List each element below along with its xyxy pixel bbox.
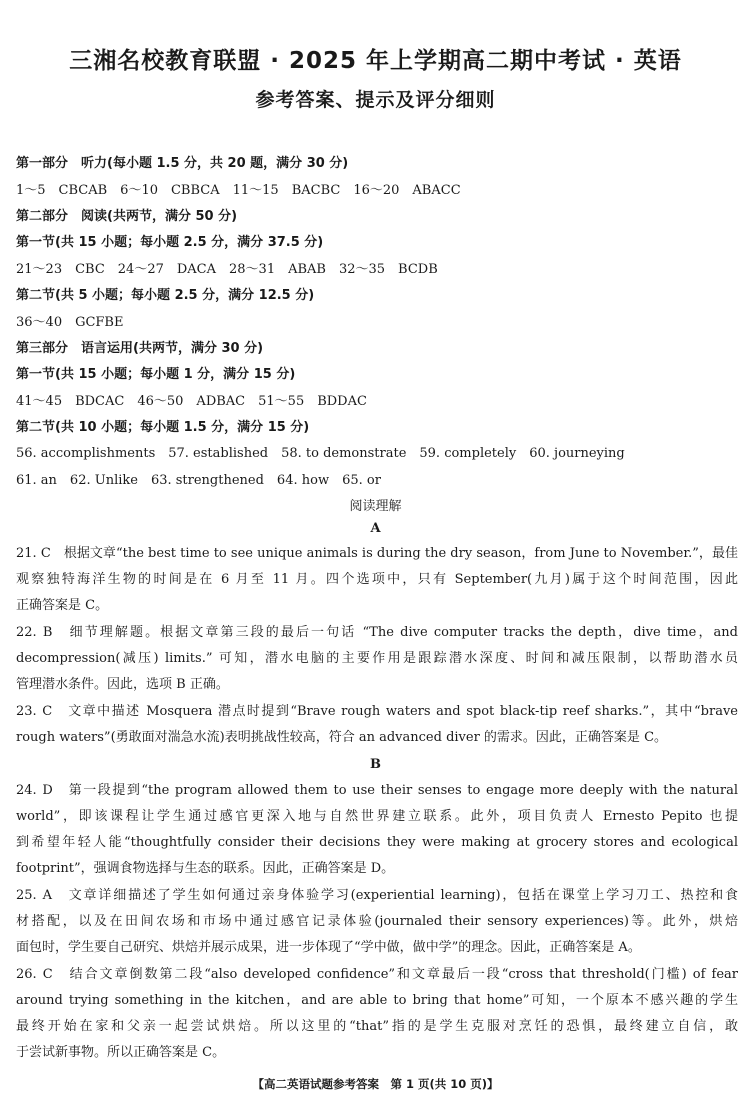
section-b-label: B xyxy=(370,757,381,772)
answer-q26 xyxy=(16,962,738,1066)
q24-line: footprint”，强调食物选择与生态的联系。因此，正确答案是 D。 xyxy=(16,861,395,876)
section-a-label: A xyxy=(370,521,381,536)
q22-line: 管理潜水条件。因此，选项 B 正确。 xyxy=(16,677,229,692)
q24-line: 24. D 第一段提到“the program allowed them to use their senses to engage more deeply with the natural xyxy=(16,783,738,798)
q26-line: 26. C 结合文章倒数第二段“also developed confidence”和文章最后一段“cross that threshold(门槛) of fear xyxy=(16,967,738,982)
q25-line: 材搭配，以及在田间农场和市场中通过感官记录体验(journaled their sensory experiences)等。此外，烘焙 xyxy=(16,914,738,929)
answer-q25 xyxy=(16,883,738,961)
q23-line: rough waters”(勇敢面对湍急水流)表明挑战性较高，符合 an advanced diver 的需求。因此，正确答案是 C。 xyxy=(16,730,668,745)
part2-sec2-answers: 36～40 GCFBE xyxy=(16,315,124,330)
part3-sec2-heading: 第二节(共 10 小题；每小题 1.5 分，满分 15 分) xyxy=(16,420,310,435)
answer-q21 xyxy=(16,541,738,619)
q23-line: 23. C 文章中描述 Mosquera 潜点时提到“Brave rough waters and spot black-tip reef sharks.”，其中“brave xyxy=(16,704,738,719)
reading-heading: 阅读理解 xyxy=(349,499,402,514)
part3-sec1-answers: 41～45 BDCAC 46～50 ADBAC 51～55 BDDAC xyxy=(16,394,367,409)
part2-sec1-heading: 第一节(共 15 小题；每小题 2.5 分，满分 37.5 分) xyxy=(16,235,324,250)
part1-heading: 第一部分 听力(每小题 1.5 分，共 20 题，满分 30 分) xyxy=(16,156,349,171)
part3-sec2-answers-a: 56. accomplishments 57. established 58. to demonstrate 59. completely 60. journeying xyxy=(16,446,625,461)
part2-heading: 第二部分 阅读(共两节，满分 50 分) xyxy=(16,209,238,224)
q26-line: 于尝试新事物。所以正确答案是 C。 xyxy=(16,1045,226,1060)
q21-line: 正确答案是 C。 xyxy=(16,598,109,613)
part2-sec2-heading: 第二节(共 5 小题；每小题 2.5 分，满分 12.5 分) xyxy=(16,288,315,303)
part3-sec1-heading: 第一节(共 15 小题；每小题 1 分，满分 15 分) xyxy=(16,367,296,382)
page-title: 三湘名校教育联盟 · 2025 年上学期高二期中考试 · 英语 xyxy=(69,48,682,74)
page-footer: 【高二英语试题参考答案 第 1 页(共 10 页)】 xyxy=(252,1077,499,1091)
q26-line: around trying something in the kitchen，and are able to bring that home”可知，一个原本不感兴趣的学生 xyxy=(16,993,738,1008)
answer-q24 xyxy=(16,778,738,882)
part3-sec2-answers-b: 61. an 62. Unlike 63. strengthened 64. how 65. or xyxy=(16,473,381,488)
part1-answers: 1～5 CBCAB 6～10 CBBCA 11～15 BACBC 16～20 ABACC xyxy=(16,183,461,198)
q22-line: decompression(减压) limits.” 可知，潜水电脑的主要作用是跟踪潜水深度、时间和减压限制，以帮助潜水员 xyxy=(16,651,738,666)
q24-line: world”，即该课程让学生通过感官更深入地与自然世界建立联系。此外，项目负责人 Ernesto Pepito 也提 xyxy=(16,809,738,824)
answer-q22 xyxy=(16,620,738,698)
part3-heading: 第三部分 语言运用(共两节，满分 30 分) xyxy=(16,341,264,356)
answer-q23 xyxy=(16,699,738,751)
q21-line: 观察独特海洋生物的时间是在 6 月至 11 月。四个选项中，只有 September(九月)属于这个时间范围，因此 xyxy=(16,572,738,587)
page-subtitle: 参考答案、提示及评分细则 xyxy=(255,89,496,111)
q26-line: 最终开始在家和父亲一起尝试烘焙。所以这里的“that”指的是学生克服对烹饪的恐惧，最终建立自信，敢 xyxy=(16,1019,738,1034)
q24-line: 到希望年轻人能“thoughtfully consider their decisions they were making at grocery stores and ecological xyxy=(16,835,738,850)
q22-line: 22. B 细节理解题。根据文章第三段的最后一句话 “The dive computer tracks the depth，dive time，and xyxy=(16,625,738,640)
q21-line: 21. C 根据文章“the best time to see unique animals is during the dry season，from June to November.”，最佳 xyxy=(16,546,738,561)
part2-sec1-answers: 21～23 CBC 24～27 DACA 28～31 ABAB 32～35 BCDB xyxy=(16,262,438,277)
q25-line: 面包时，学生要自己研究、烘焙并展示成果，进一步体现了“学中做，做中学”的理念。因此，正确答案是 A。 xyxy=(16,940,641,955)
q25-line: 25. A 文章详细描述了学生如何通过亲身体验学习(experiential learning)，包括在课堂上学习刀工、热控和食 xyxy=(16,888,738,903)
